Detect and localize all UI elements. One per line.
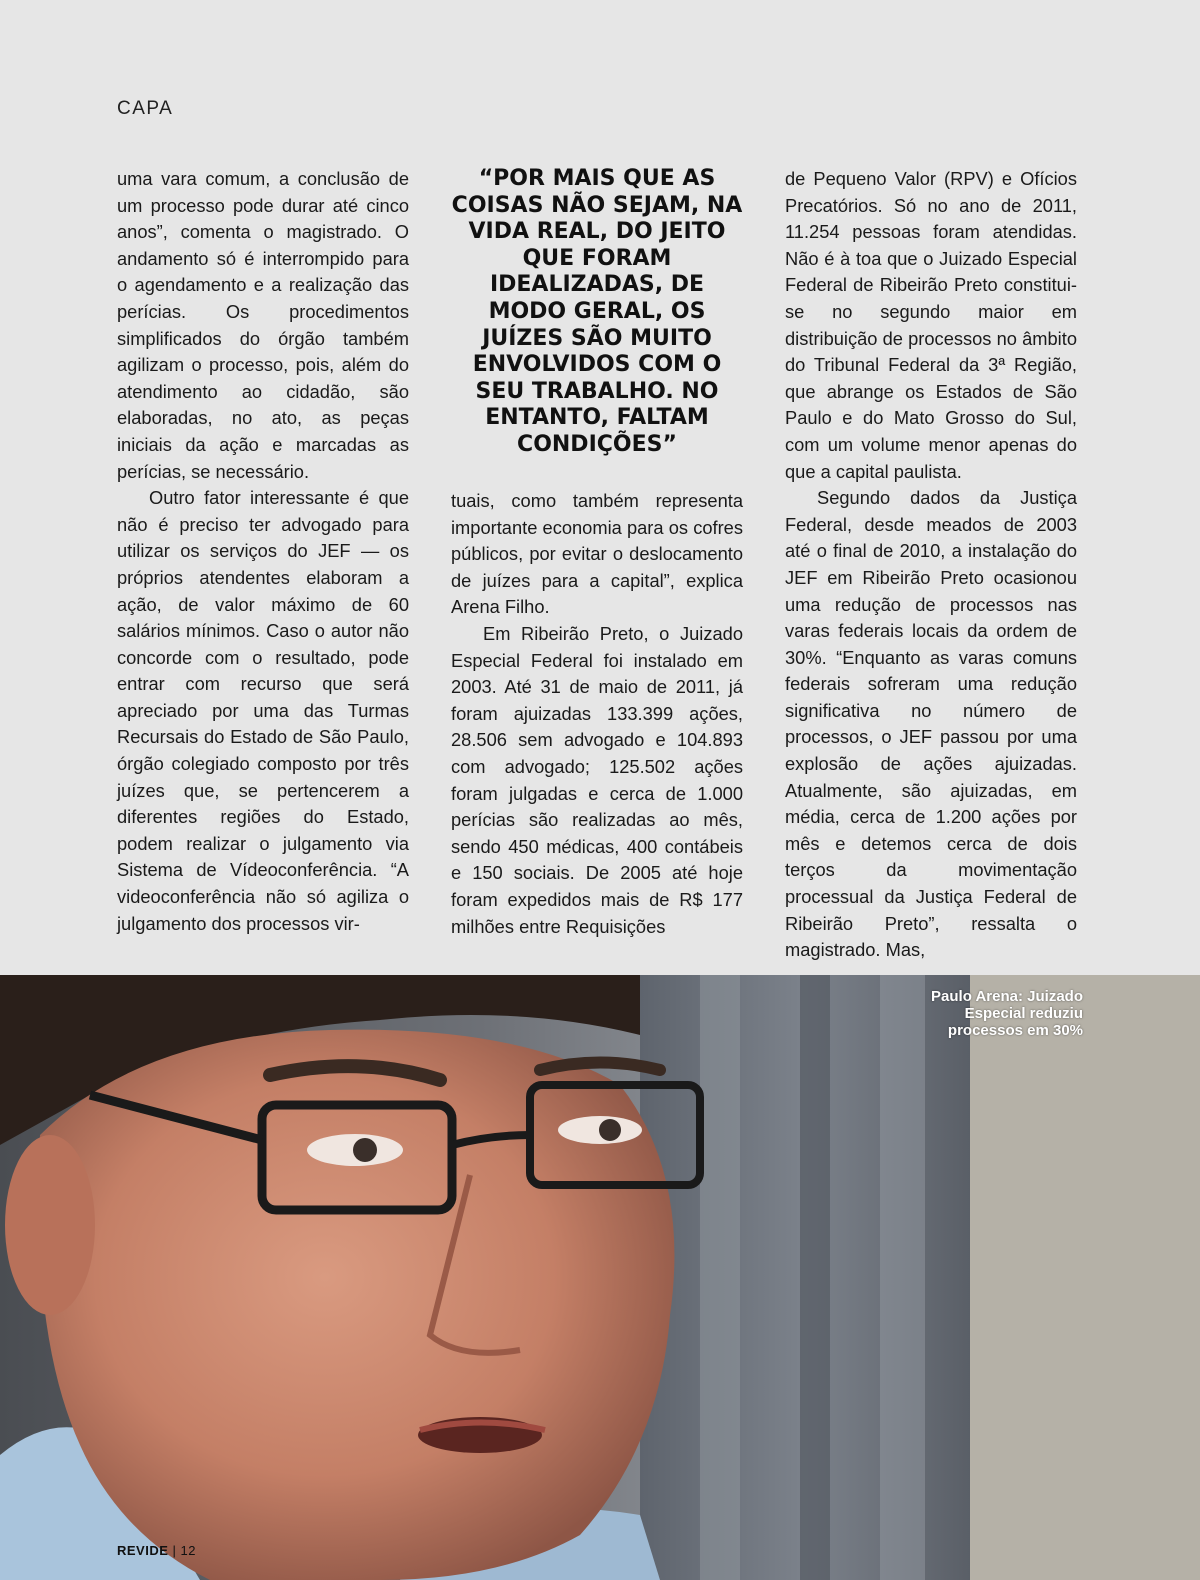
paragraph: de Pequeno Valor (RPV) e Ofícios Precatórios. Só no ano de 2011, 11.254 pessoas foram atendidas. Não é à toa que o Juizado Especial Federal de Ribeirão Preto constitui-se no segundo maior em distribuição de processos no âmbito do Tribunal Federal da 3ª Região, que abrange os Estados de São Paulo e do Mato Grosso do Sul, com um volume menor apenas do que a capital paulista. [785, 168, 1077, 482]
paragraph: Segundo dados da Justiça Federal, desde meados de 2003 até o final de 2010, a instalação do JEF em Ribeirão Preto ocasionou uma redução de processos nas varas federais locais da ordem de 30%. “Enquanto as varas comuns federais sofreram uma redução significativa no número de processos, o JEF passou por uma explosão de ações ajuizadas. Atualmente, são ajuizadas, em média, cerca de 1.200 ações por mês e detemos cerca de dois terços da movimentação processual da Justiça Federal de Ribeirão Preto”, ressalta o magistrado. Mas, [785, 487, 1077, 961]
page-number: 12 [180, 1543, 197, 1558]
section-label: CAPA [117, 98, 174, 119]
article-column-2 [451, 488, 743, 940]
photo-caption: Paulo Arena: Juizado Especial reduziu processos em 30% [931, 988, 1083, 1039]
portrait-photo [0, 975, 1200, 1580]
page-footer [117, 1543, 196, 1558]
article-column-1 [117, 166, 409, 937]
magazine-name: REVIDE [117, 1543, 169, 1558]
paragraph: tuais, como também representa importante economia para os cofres públicos, por evitar o deslocamento de juízes para a capital”, explica Arena Filho. [451, 490, 743, 618]
article-column-3 [785, 166, 1077, 964]
footer-separator: | [172, 1543, 177, 1558]
paragraph: Em Ribeirão Preto, o Juizado Especial Federal foi instalado em 2003. Até 31 de maio de 2011, já foram ajuizadas 133.399 ações, 28.506 sem advogado e 104.893 com advogado; 125.502 ações foram julgadas e cerca de 1.000 perícias são realizadas ao mês, sendo 450 médicas, 400 contábeis e 150 sociais. De 2005 até hoje foram expedidos mais de R$ 177 milhões entre Requisições [451, 622, 743, 937]
pull-quote: “POR MAIS QUE AS COISAS NÃO SEJAM, NA VIDA REAL, DO JEITO QUE FORAM IDEALIZADAS, DE MODO GERAL, OS JUÍZES SÃO MUITO ENVOLVIDOS COM O SEU TRABALHO. NO ENTANTO, FALTAM CONDIÇÕES” [451, 166, 743, 457]
paragraph: Outro fator interessante é que não é preciso ter advogado para utilizar os serviços do JEF — os próprios atendentes elaboram a ação, de valor máximo de 60 salários mínimos. Caso o autor não concorde com o resultado, pode entrar com recurso que será apreciado por uma das Turmas Recursais do Estado de São Paulo, órgão colegiado composto por três juízes que, se pertencerem a diferentes regiões do Estado, podem realizar o julgamento via Sistema de Vídeoconferência. “A videoconferência não só agiliza o julgamento dos processos vir- [117, 487, 409, 934]
paragraph: uma vara comum, a conclusão de um processo pode durar até cinco anos”, comenta o magistrado. O andamento só é interrompido para o agendamento e a realização das perícias. Os procedimentos simplificados do órgão também agilizam o processo, pois, além do atendimento ao cidadão, são elaboradas, no ato, as peças iniciais da ação e marcadas as perícias, se necessário. [117, 168, 409, 482]
portrait-illustration [0, 975, 1200, 1580]
